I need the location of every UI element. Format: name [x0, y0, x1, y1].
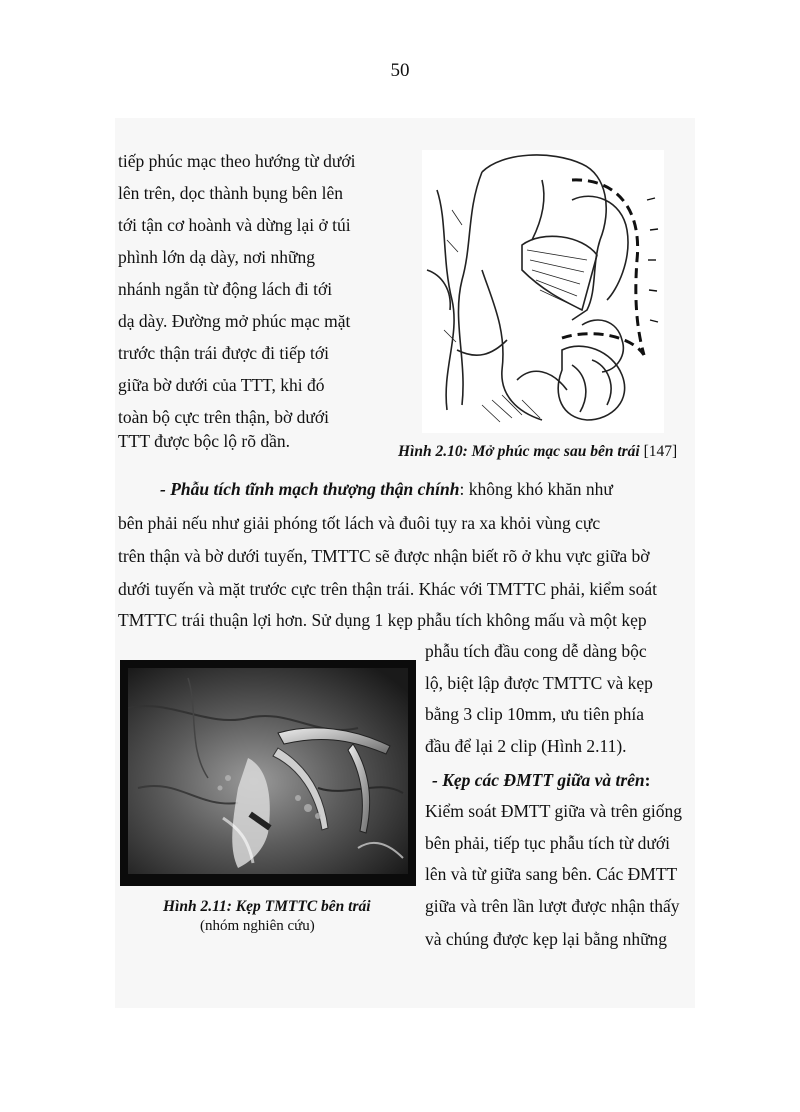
- section-vein-continuation-line: đầu để lại 2 clip (Hình 2.11).: [425, 736, 627, 756]
- figure-2-11-caption-note: (nhóm nghiên cứu): [200, 918, 315, 934]
- intro-line: phình lớn dạ dày, nơi những: [118, 247, 315, 267]
- section-artery-line: giữa và trên lần lượt được nhận thấy: [425, 896, 680, 916]
- section-artery-line: bên phải, tiếp tục phẫu tích từ dưới: [425, 833, 670, 853]
- page-number: 50: [390, 60, 410, 81]
- section-vein-first-line: [160, 478, 613, 500]
- section-artery-heading: - Kẹp các ĐMTT giữa và trên: [432, 770, 645, 790]
- intro-line: trước thận trái được đi tiếp tới: [118, 343, 329, 363]
- section-artery-heading-colon: :: [644, 770, 651, 790]
- section-vein-continuation-line: phẫu tích đầu cong dễ dàng bộc: [425, 641, 647, 661]
- section-vein-first-line-rest: : không khó khăn như: [459, 479, 613, 499]
- figure-2-11-caption-label: Hình 2.11: Kẹp TMTTC bên trái: [163, 898, 371, 915]
- intro-line: dạ dày. Đường mở phúc mạc mặt: [118, 311, 351, 331]
- intro-line: tiếp phúc mạc theo hướng từ dưới: [118, 151, 356, 171]
- section-vein-line: trên thận và bờ dưới tuyến, TMTTC sẽ được nhận biết rõ ở khu vực giữa bờ: [118, 546, 650, 566]
- section-vein-line: TMTTC trái thuận lợi hơn. Sử dụng 1 kẹp phẫu tích không mấu và một kẹp: [118, 610, 647, 630]
- section-vein-continuation-line: bằng 3 clip 10mm, ưu tiên phía: [425, 704, 644, 724]
- figure-2-10-caption: [398, 443, 677, 461]
- section-vein-line: bên phải nếu như giải phóng tốt lách và đuôi tụy ra xa khỏi vùng cực: [118, 513, 601, 533]
- intro-line: lên trên, dọc thành bụng bên lên: [118, 183, 344, 203]
- section-artery-line: và chúng được kẹp lại bằng những: [425, 929, 668, 949]
- figure-2-11-photo: [120, 660, 416, 886]
- section-vein-heading: - Phẫu tích tĩnh mạch thượng thận chính: [160, 479, 460, 499]
- figure-2-10-illustration: [422, 150, 664, 433]
- intro-line: nhánh ngắn từ động lách đi tới: [118, 279, 333, 299]
- intro-line: giữa bờ dưới của TTT, khi đó: [118, 375, 325, 395]
- section-vein-line: dưới tuyến và mặt trước cực trên thận trái. Khác với TMTTC phải, kiểm soát: [118, 579, 657, 599]
- figure-2-10-caption-label: Hình 2.10: Mở phúc mạc sau bên trái: [398, 443, 640, 460]
- intro-line: toàn bộ cực trên thận, bờ dưới: [118, 407, 329, 427]
- figure-2-10-caption-ref: [147]: [639, 443, 678, 460]
- section-artery-line: lên và từ giữa sang bên. Các ĐMTT: [425, 864, 678, 884]
- section-vein-continuation-line: lộ, biệt lập được TMTTC và kẹp: [425, 673, 653, 693]
- figure-2-11-caption: [163, 898, 371, 916]
- intro-line: tới tận cơ hoành và dừng lại ở túi: [118, 215, 351, 235]
- section-artery-line: Kiểm soát ĐMTT giữa và trên giống: [425, 801, 683, 821]
- section-artery-heading-line: [432, 769, 651, 791]
- intro-line: TTT được bộc lộ rõ dần.: [118, 431, 290, 451]
